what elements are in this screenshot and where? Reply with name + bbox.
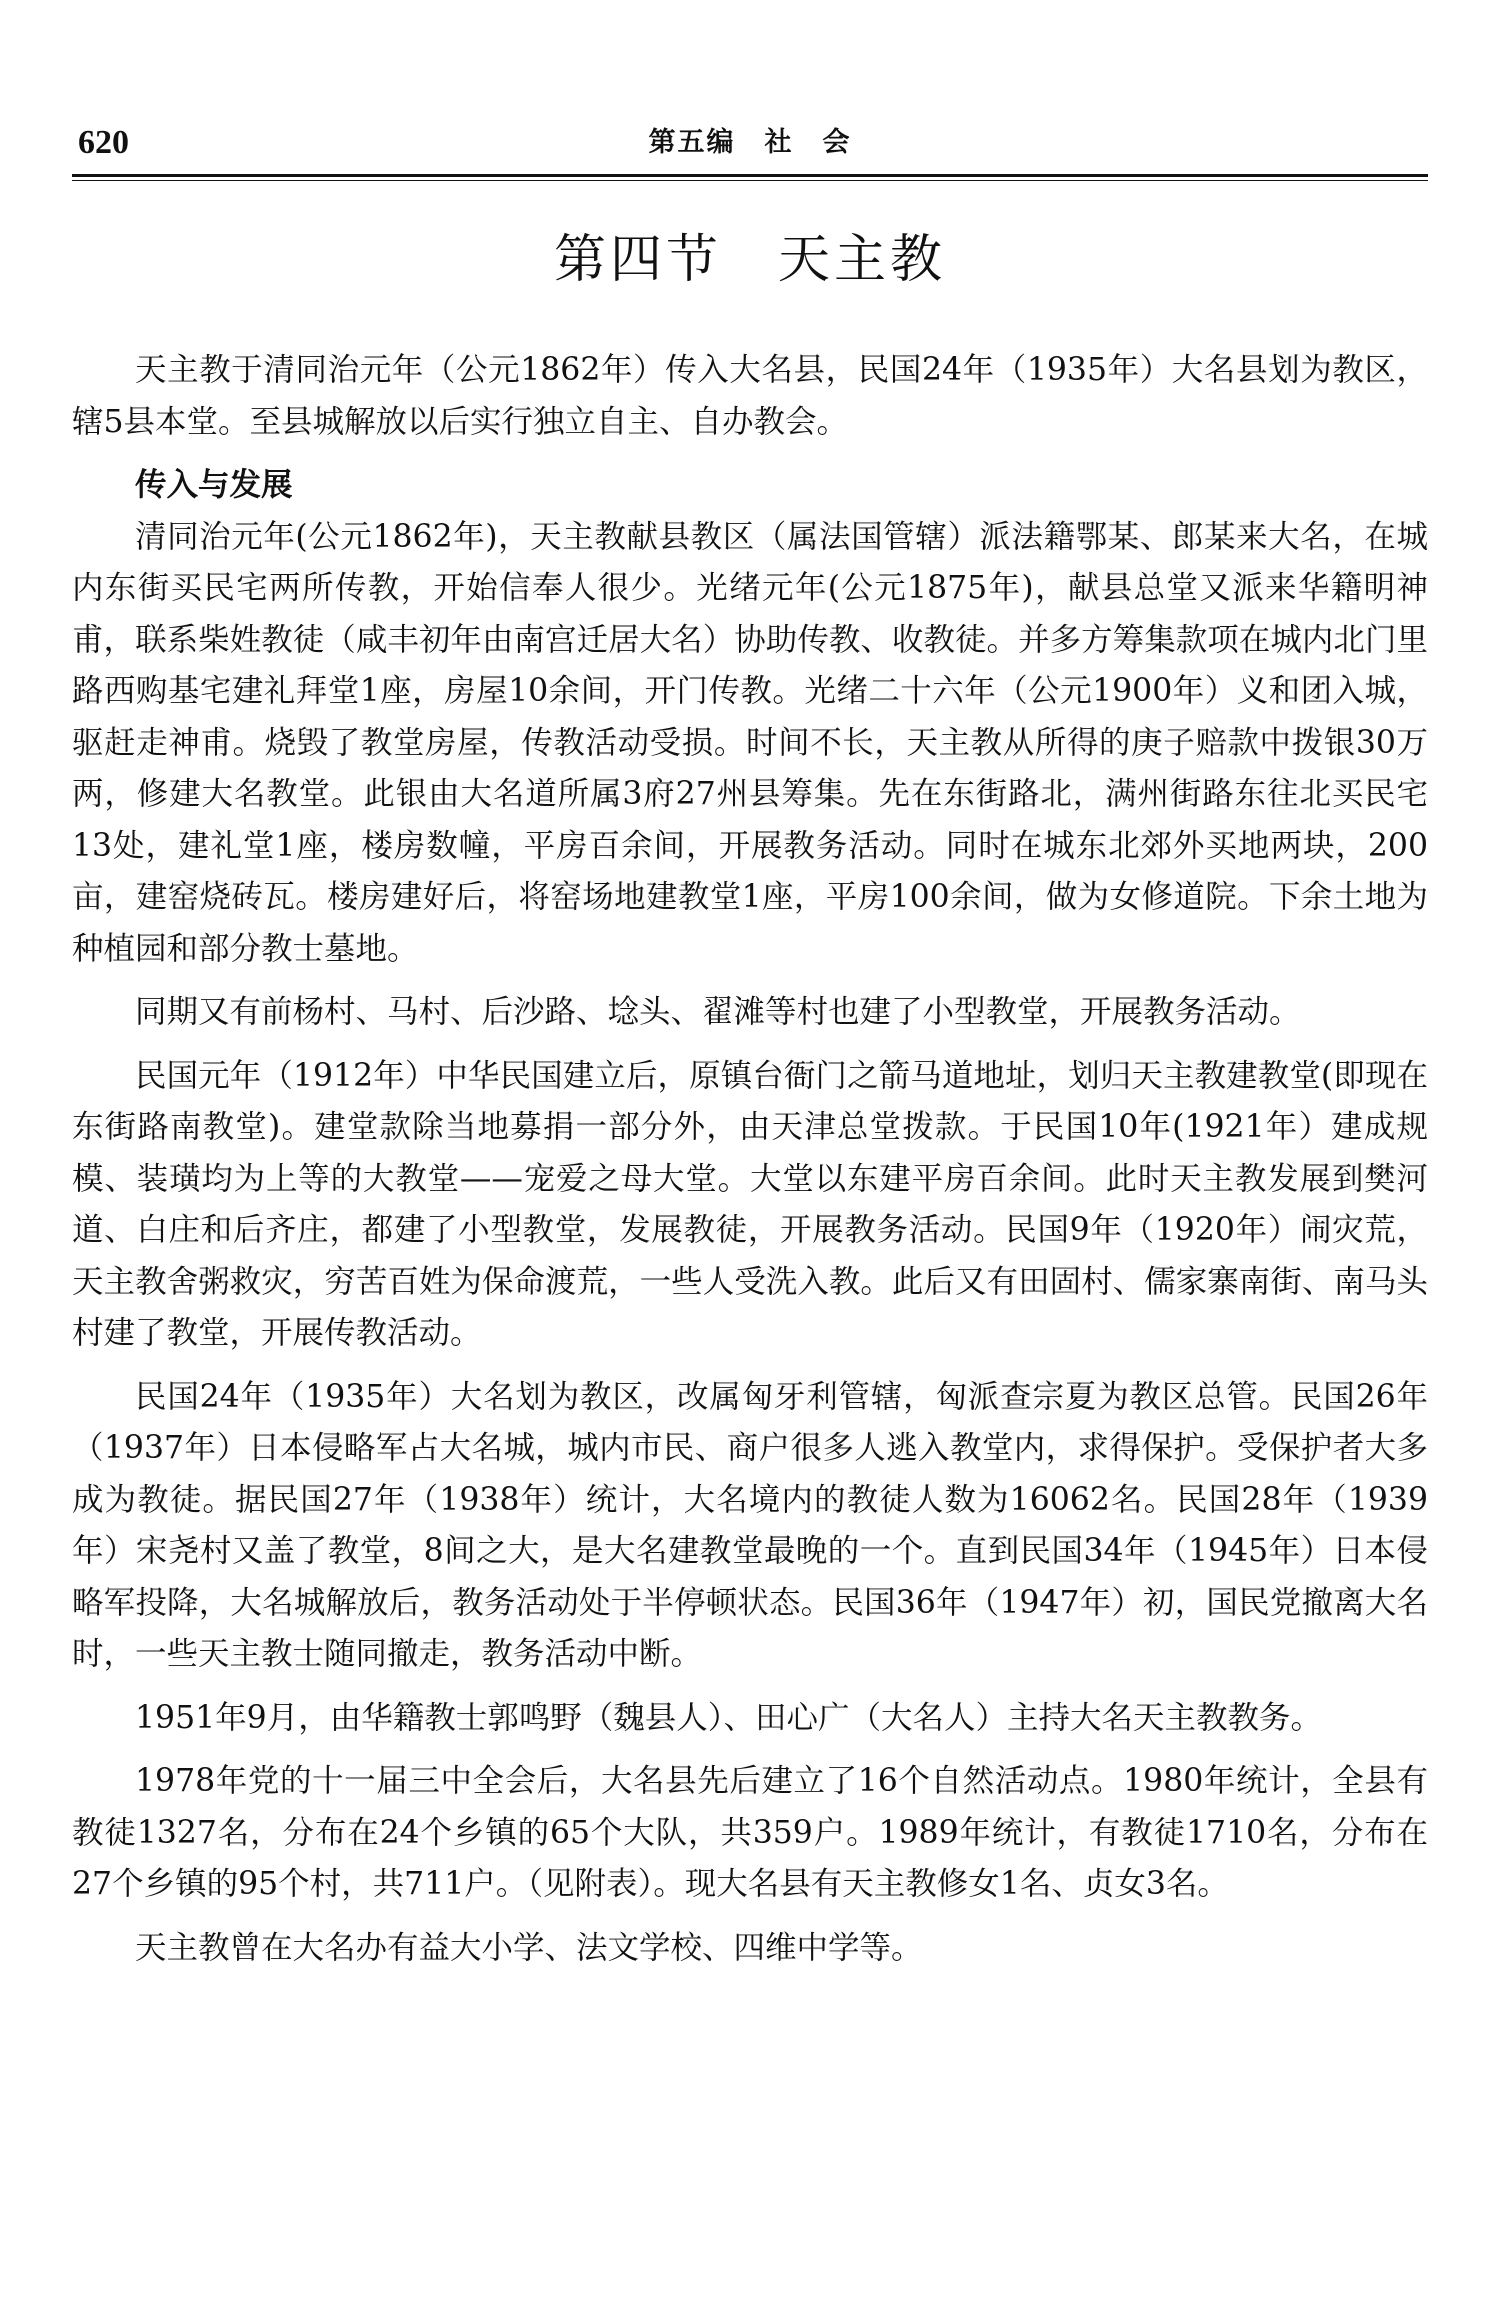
- paragraph: 清同治元年(公元1862年)，天主教献县教区（属法国管辖）派法籍鄂某、郎某来大名，在城内东街买民宅两所传教，开始信奉人很少。光绪元年(公元1875年)，献县总堂又派来华籍明神甫，联系柴姓教徒（咸丰初年由南宫迁居大名）协助传教、收教徒。并多方筹集款项在城内北门里路西购基宅建礼拜堂1座，房屋10余间，开门传教。光绪二十六年（公元1900年）义和团入城，驱赶走神甫。烧毁了教堂房屋，传教活动受损。时间不长，天主教从所得的庚子赔款中拨银30万两，修建大名教堂。此银由大名道所属3府27州县筹集。先在东街路北，满州街路东往北买民宅13处，建礼堂1座，楼房数幢，平房百余间，开展教务活动。同时在城东北郊外买地两块，200亩，建窑烧砖瓦。楼房建好后，将窑场地建教堂1座，平房100余间，做为女修道院。下余土地为种植园和部分教士墓地。: [72, 518, 1428, 967]
- header-rule-thick: [72, 174, 1428, 177]
- paragraph: 1951年9月，由华籍教士郭鸣野（魏县人）、田心广（大名人）主持大名天主教教务。: [135, 1699, 1322, 1736]
- header-rule-thin: [72, 180, 1428, 181]
- paragraph: 民国24年（1935年）大名划为教区，改属匈牙利管辖，匈派查宗夏为教区总管。民国26年（1937年）日本侵略军占大名城，城内市民、商户很多人逃入教堂内，求得保护。受保护者大多成为教徒。据民国27年（1938年）统计，大名境内的教徒人数为16062名。民国28年（1939年）宋尧村又盖了教堂，8间之大，是大名建教堂最晚的一个。直到民国34年（1945年）日本侵略军投降，大名城解放后，教务活动处于半停顿状态。民国36年（1947年）初，国民党撤离大名时，一些天主教士随同撤走，教务活动中断。: [72, 1378, 1428, 1672]
- body-text: [72, 345, 1428, 1986]
- paragraph: 同期又有前杨村、马村、后沙路、埝头、翟滩等村也建了小型教堂，开展教务活动。: [135, 994, 1301, 1030]
- page-number: 620: [78, 124, 129, 161]
- paragraph: 民国元年（1912年）中华民国建立后，原镇台衙门之箭马道地址，划归天主教建教堂(即现在东街路南教堂)。建堂款除当地募捐一部分外，由天津总堂拨款。于民国10年(1921年）建成规模、装璜均为上等的大教堂——宠爱之母大堂。大堂以东建平房百余间。此时天主教发展到樊河道、白庄和后齐庄，都建了小型教堂，发展教徒，开展教务活动。民国9年（1920年）闹灾荒，天主教舍粥救灾，穷苦百姓为保命渡荒，一些人受洗入教。此后又有田固村、儒家寨南街、南马头村建了教堂，开展传教活动。: [72, 1057, 1428, 1351]
- running-head: 第五编 社 会: [648, 127, 852, 158]
- paragraph: 1978年党的十一届三中全会后，大名县先后建立了16个自然活动点。1980年统计，全县有教徒1327名，分布在24个乡镇的65个大队，共359户。1989年统计，有教徒1710名，分布在27个乡镇的95个村，共711户。（见附表）。现大名县有天主教修女1名、贞女3名。: [72, 1763, 1428, 1902]
- paragraph: 天主教曾在大名办有益大小学、法文学校、四维中学等。: [135, 1929, 923, 1966]
- subsection-heading: 传入与发展: [135, 467, 293, 503]
- section-title: 第四节 天主教: [553, 230, 946, 290]
- page-header: [78, 118, 1422, 168]
- intro-paragraph: 天主教于清同治元年（公元1862年）传入大名县，民国24年（1935年）大名县划为教区，辖5县本堂。至县城解放以后实行独立自主、自办教会。: [72, 352, 1428, 440]
